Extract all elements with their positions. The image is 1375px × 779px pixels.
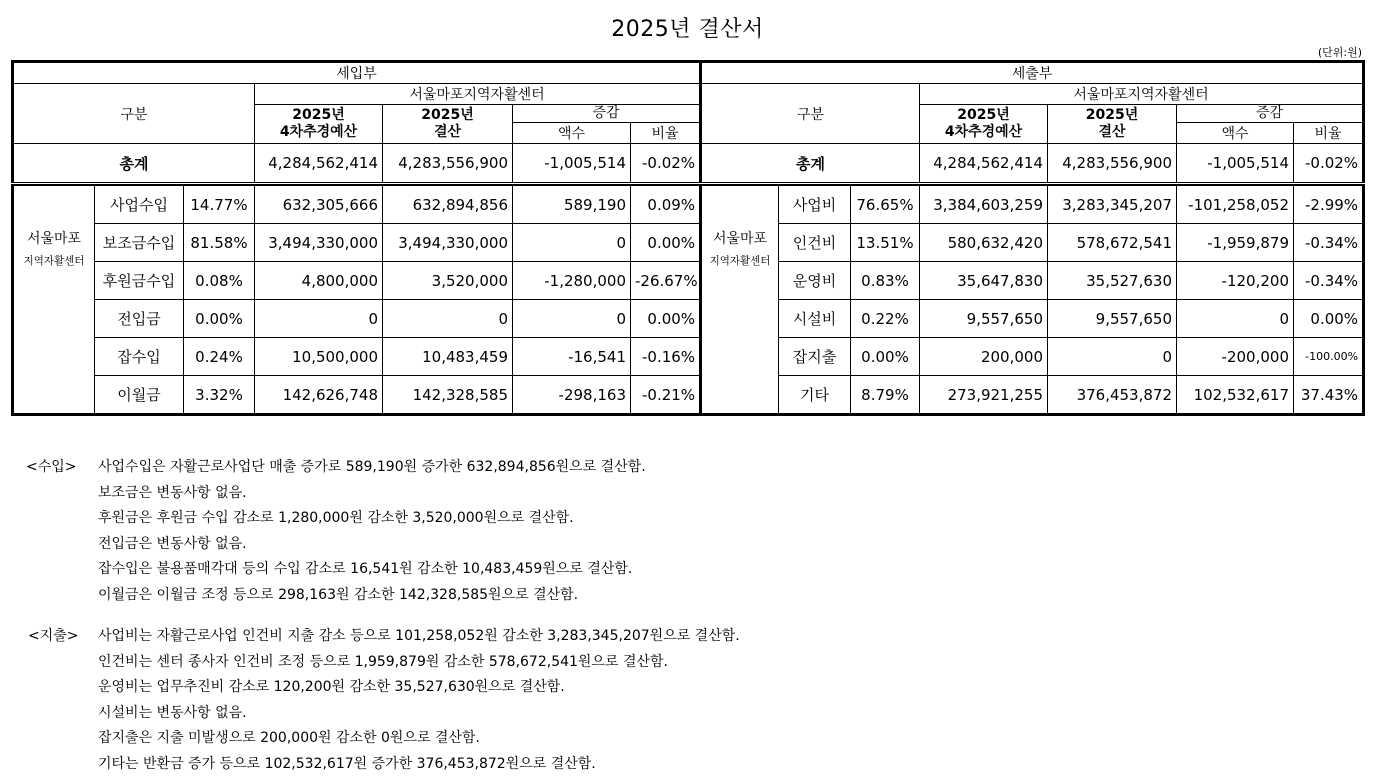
- income-note-line: 이월금은 이월금 조정 등으로 298,163원 감소한 142,328,585원으로 결산함.: [98, 587, 579, 603]
- item-share: 0.22%: [851, 300, 920, 338]
- ratio-column-header: 비율: [1294, 123, 1364, 144]
- item-diff: -298,163: [513, 376, 631, 415]
- item-budget: 632,305,666: [255, 186, 383, 224]
- income-note-line: 사업수입은 자활근로사업단 매출 증가로 589,190원 증가한 632,894,856원으로 결산함.: [98, 459, 646, 475]
- item-name: 사업수입: [95, 186, 184, 224]
- total-rate: -0.02%: [1294, 144, 1364, 184]
- item-budget: 273,921,255: [920, 376, 1048, 415]
- item-share: 3.32%: [184, 376, 255, 415]
- item-settlement: 10,483,459: [383, 338, 513, 376]
- item-name: 후원금수입: [95, 262, 184, 300]
- item-diff: -1,959,879: [1177, 224, 1294, 262]
- total-label: 총계: [13, 144, 255, 184]
- item-budget: 9,557,650: [920, 300, 1048, 338]
- total-settlement: 4,283,556,900: [1048, 144, 1177, 184]
- table-row: [13, 186, 701, 224]
- item-diff: 102,532,617: [1177, 376, 1294, 415]
- expense-note-line: 운영비는 업무추진비 감소로 120,200원 감소한 35,527,630원으로 결산함.: [98, 679, 565, 696]
- table-row: [701, 300, 1364, 338]
- item-budget: 4,800,000: [255, 262, 383, 300]
- total-diff: -1,005,514: [1177, 144, 1294, 184]
- total-budget: 4,284,562,414: [255, 144, 383, 184]
- org-header: 서울마포지역자활센터: [920, 84, 1364, 105]
- budget-column-header: 2025년 4차추경예산: [920, 105, 1048, 144]
- item-share: 0.83%: [851, 262, 920, 300]
- change-column-header: 증감: [513, 105, 701, 123]
- item-rate: -0.16%: [631, 338, 701, 376]
- item-budget: 580,632,420: [920, 224, 1048, 262]
- item-rate: 0.00%: [631, 300, 701, 338]
- category-header: 구분: [13, 84, 255, 144]
- item-rate: -0.21%: [631, 376, 701, 415]
- item-name: 시설비: [779, 300, 851, 338]
- table-row: [13, 262, 701, 300]
- item-share: 0.24%: [184, 338, 255, 376]
- expense-note-line: 인건비는 센터 종사자 인건비 조정 등으로 1,959,879원 감소한 578,672,541원으로 결산함.: [98, 653, 668, 670]
- item-name: 이월금: [95, 376, 184, 415]
- total-label: 총계: [701, 144, 920, 184]
- total-row: [13, 144, 701, 184]
- ratio-column-header: 비율: [631, 123, 701, 144]
- item-settlement: 376,453,872: [1048, 376, 1177, 415]
- expense-table: [699, 60, 1365, 416]
- item-rate: 0.09%: [631, 186, 701, 224]
- item-share: 81.58%: [184, 224, 255, 262]
- item-budget: 142,626,748: [255, 376, 383, 415]
- income-note-line: 전입금은 변동사항 없음.: [98, 535, 247, 552]
- item-settlement: 142,328,585: [383, 376, 513, 415]
- income-note-line: 후원금은 후원금 수입 감소로 1,280,000원 감소한 3,520,000원으로 결산함.: [98, 510, 574, 527]
- org-name-cell-empty: [701, 300, 779, 415]
- settlement-column-header: 2025년 결산: [1048, 105, 1177, 144]
- org-name-cell: [701, 186, 779, 300]
- item-rate: -0.34%: [1294, 262, 1364, 300]
- item-diff: 0: [513, 300, 631, 338]
- org-name-cell: [13, 186, 95, 300]
- item-diff: 589,190: [513, 186, 631, 224]
- change-column-header: 증감: [1177, 105, 1364, 123]
- item-rate: -2.99%: [1294, 186, 1364, 224]
- expense-note-line: 기타는 반환금 증가 등으로 102,532,617원 증가한 376,453,872원으로 결산함.: [98, 756, 596, 772]
- amount-column-header: 액수: [513, 123, 631, 144]
- item-budget: 10,500,000: [255, 338, 383, 376]
- item-diff: -1,280,000: [513, 262, 631, 300]
- item-settlement: 3,494,330,000: [383, 224, 513, 262]
- unit-label: (단위:원): [1317, 46, 1362, 59]
- item-name: 잡수입: [95, 338, 184, 376]
- item-name: 운영비: [779, 262, 851, 300]
- item-rate: 0.00%: [1294, 300, 1364, 338]
- total-settlement: 4,283,556,900: [383, 144, 513, 184]
- item-share: 0.00%: [851, 338, 920, 376]
- org-name-line2: 지역자활센터: [23, 255, 85, 267]
- table-row: [701, 224, 1364, 262]
- table-row: [701, 186, 1364, 224]
- table-row: [13, 224, 701, 262]
- item-settlement: 35,527,630: [1048, 262, 1177, 300]
- budget-column-header: 2025년 4차추경예산: [255, 105, 383, 144]
- item-settlement: 0: [383, 300, 513, 338]
- item-budget: 35,647,830: [920, 262, 1048, 300]
- settlement-column-header: 2025년 결산: [383, 105, 513, 144]
- category-header: 구분: [701, 84, 920, 144]
- income-notes-label: <수입>: [26, 459, 77, 475]
- table-row: [13, 300, 701, 338]
- item-budget: 3,384,603,259: [920, 186, 1048, 224]
- total-diff: -1,005,514: [513, 144, 631, 184]
- page-title: 2025년 결산서: [611, 17, 764, 42]
- item-diff: 0: [1177, 300, 1294, 338]
- item-name: 인건비: [779, 224, 851, 262]
- item-share: 0.00%: [184, 300, 255, 338]
- org-name-line1: 서울마포: [26, 231, 82, 247]
- item-share: 13.51%: [851, 224, 920, 262]
- org-name-line1: 서울마포: [712, 231, 768, 247]
- item-settlement: 9,557,650: [1048, 300, 1177, 338]
- item-share: 76.65%: [851, 186, 920, 224]
- item-rate: -100.00%: [1294, 338, 1364, 376]
- item-name: 보조금수입: [95, 224, 184, 262]
- table-row: [13, 376, 701, 415]
- expense-section-header: 세출부: [701, 62, 1364, 84]
- item-rate: 0.00%: [631, 224, 701, 262]
- item-budget: 200,000: [920, 338, 1048, 376]
- org-header: 서울마포지역자활센터: [255, 84, 701, 105]
- item-diff: 0: [513, 224, 631, 262]
- revenue-table: [11, 60, 702, 416]
- income-note-line: 보조금은 변동사항 없음.: [98, 484, 247, 501]
- expense-notes-label: <지출>: [28, 628, 79, 644]
- item-budget: 3,494,330,000: [255, 224, 383, 262]
- expense-note-line: 사업비는 자활근로사업 인건비 지출 감소 등으로 101,258,052원 감소한 3,283,345,207원으로 결산함.: [98, 628, 740, 644]
- table-row: [13, 338, 701, 376]
- item-name: 기타: [779, 376, 851, 415]
- table-row: [701, 338, 1364, 376]
- amount-column-header: 액수: [1177, 123, 1294, 144]
- expense-note-line: 잡지출은 지출 미발생으로 200,000원 감소한 0원으로 결산함.: [98, 730, 480, 747]
- income-note-line: 잡수입은 불용품매각대 등의 수입 감소로 16,541원 감소한 10,483,459원으로 결산함.: [98, 561, 633, 578]
- item-share: 8.79%: [851, 376, 920, 415]
- total-budget: 4,284,562,414: [920, 144, 1048, 184]
- item-name: 잡지출: [779, 338, 851, 376]
- item-settlement: 0: [1048, 338, 1177, 376]
- item-diff: -16,541: [513, 338, 631, 376]
- item-budget: 0: [255, 300, 383, 338]
- item-settlement: 3,283,345,207: [1048, 186, 1177, 224]
- item-name: 전입금: [95, 300, 184, 338]
- total-rate: -0.02%: [631, 144, 701, 184]
- table-row: [701, 376, 1364, 415]
- item-settlement: 632,894,856: [383, 186, 513, 224]
- item-rate: -0.34%: [1294, 224, 1364, 262]
- item-diff: -101,258,052: [1177, 186, 1294, 224]
- total-row: [701, 144, 1364, 184]
- org-name-line2: 지역자활센터: [709, 255, 771, 267]
- item-share: 14.77%: [184, 186, 255, 224]
- item-diff: -200,000: [1177, 338, 1294, 376]
- expense-note-line: 시설비는 변동사항 없음.: [98, 704, 247, 721]
- item-rate: 37.43%: [1294, 376, 1364, 415]
- item-share: 0.08%: [184, 262, 255, 300]
- revenue-section-header: 세입부: [13, 62, 701, 84]
- item-settlement: 3,520,000: [383, 262, 513, 300]
- item-settlement: 578,672,541: [1048, 224, 1177, 262]
- item-name: 사업비: [779, 186, 851, 224]
- table-row: [701, 262, 1364, 300]
- item-diff: -120,200: [1177, 262, 1294, 300]
- org-name-cell-empty: [13, 300, 95, 415]
- item-rate: -26.67%: [631, 262, 701, 300]
